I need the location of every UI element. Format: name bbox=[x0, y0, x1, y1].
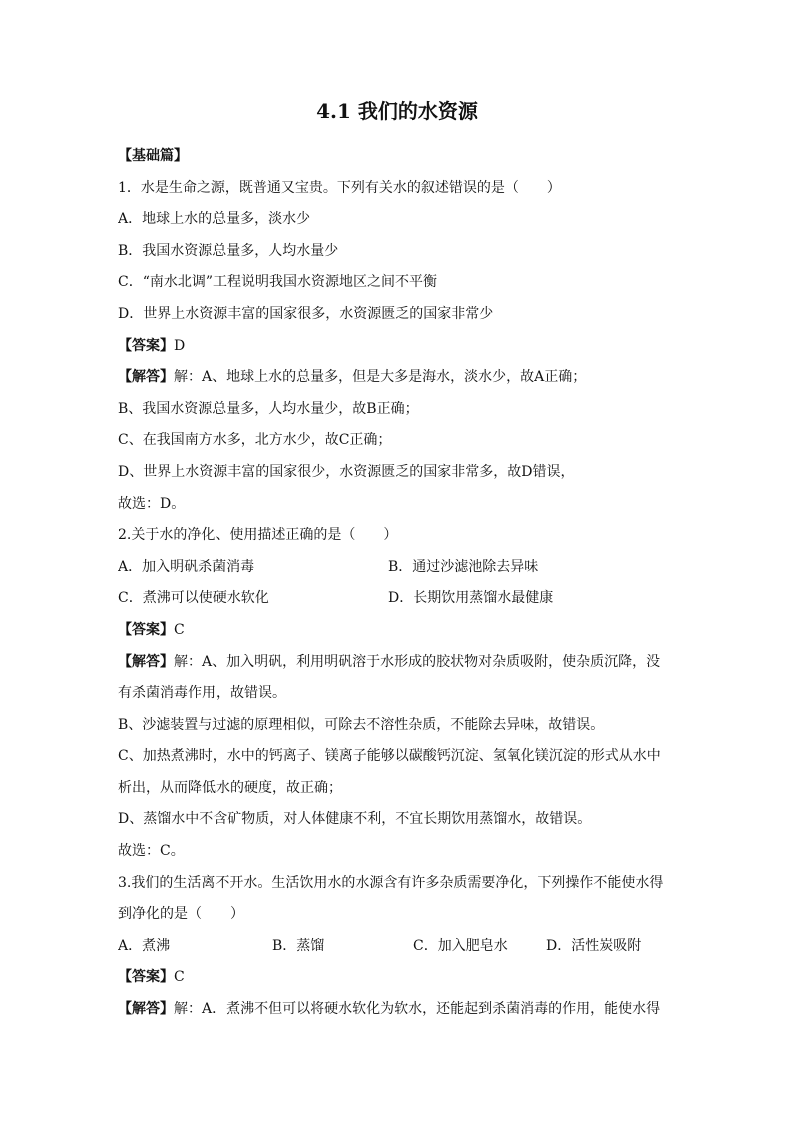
q2-analysis-line: C、加热煮沸时，水中的钙离子、镁离子能够以碳酸钙沉淀、氢氧化镁沉淀的形式从水中 bbox=[118, 748, 661, 765]
q2-answer bbox=[118, 616, 678, 648]
analysis-text: 解：A、加入明矾，利用明矾溶于水形成的胶状物对杂质吸附，使杂质沉降，没 bbox=[174, 653, 661, 670]
answer-value: C bbox=[174, 969, 185, 986]
q1-option-a: A．地球上水的总量多，淡水少 bbox=[118, 211, 311, 228]
q3-stem: 到净化的是（ ） bbox=[118, 906, 244, 923]
q3-option-a: A．煮沸 bbox=[118, 937, 171, 954]
q2-option-a: A．加入明矾杀菌消毒 bbox=[118, 558, 255, 575]
q3-stem: 3.我们的生活离不开水。生活饮用水的水源含有许多杂质需要净化，下列操作不能使水得 bbox=[118, 874, 664, 891]
q2-analysis-line: 有杀菌消毒作用，故错误。 bbox=[118, 685, 286, 702]
q2-option-b: B．通过沙滤池除去异味 bbox=[388, 558, 539, 575]
q1-analysis-line: B、我国水资源总量多，人均水量少，故B正确； bbox=[118, 400, 419, 417]
q2-analysis-line: D、蒸馏水中不含矿物质，对人体健康不利，不宜长期饮用蒸馏水，故错误。 bbox=[118, 811, 592, 828]
q2-options-row bbox=[118, 584, 678, 616]
section-heading: 【基础篇】 bbox=[118, 148, 188, 164]
q1-stem: 1．水是生命之源，既普通又宝贵。下列有关水的叙述错误的是（ ） bbox=[118, 179, 561, 196]
q3-option-c: C．加入肥皂水 bbox=[413, 937, 508, 954]
analysis-tag: 【解答】 bbox=[118, 369, 174, 386]
q2-options-row bbox=[118, 553, 678, 585]
q2-analysis-line: 析出，从而降低水的硬度，故正确； bbox=[118, 779, 342, 796]
q1-option-c: C．“南水北调”工程说明我国水资源地区之间不平衡 bbox=[118, 274, 438, 291]
analysis-text: 解：A．煮沸不但可以将硬水软化为软水，还能起到杀菌消毒的作用，能使水得 bbox=[174, 1001, 661, 1018]
q3-analysis-line bbox=[118, 995, 678, 1027]
q2-option-d: D．长期饮用蒸馏水最健康 bbox=[388, 590, 554, 607]
analysis-tag: 【解答】 bbox=[118, 653, 174, 670]
q1-analysis-line bbox=[118, 363, 678, 395]
analysis-tag: 【解答】 bbox=[118, 1001, 174, 1018]
q2-analysis-line: B、沙滤装置与过滤的原理相似，可除去不溶性杂质，不能除去异味，故错误。 bbox=[118, 716, 605, 733]
q2-option-c: C．煮沸可以使硬水软化 bbox=[118, 590, 269, 607]
q2-analysis-line bbox=[118, 648, 678, 680]
q3-option-d: D．活性炭吸附 bbox=[546, 937, 642, 954]
page-title: 4.1 我们的水资源 bbox=[316, 99, 478, 123]
answer-tag: 【答案】 bbox=[118, 621, 174, 638]
answer-value: C bbox=[174, 621, 185, 638]
answer-tag: 【答案】 bbox=[118, 969, 174, 986]
document-body bbox=[118, 142, 678, 1027]
q1-conclusion: 故选：D。 bbox=[118, 495, 186, 512]
q1-answer bbox=[118, 332, 678, 364]
q3-options-row bbox=[118, 932, 678, 964]
q3-option-b: B．蒸馏 bbox=[272, 937, 325, 954]
answer-tag: 【答案】 bbox=[118, 337, 174, 354]
q2-stem: 2.关于水的净化、使用描述正确的是（ ） bbox=[118, 527, 398, 544]
answer-value: D bbox=[174, 337, 186, 354]
q1-option-b: B．我国水资源总量多，人均水量少 bbox=[118, 242, 339, 259]
q1-option-d: D．世界上水资源丰富的国家很多，水资源匮乏的国家非常少 bbox=[118, 305, 494, 322]
analysis-text: 解：A、地球上水的总量多，但是大多是海水，淡水少，故A正确； bbox=[174, 369, 587, 386]
q1-analysis-line: C、在我国南方水多，北方水少，故C正确； bbox=[118, 432, 392, 449]
q1-analysis-line: D、世界上水资源丰富的国家很少，水资源匮乏的国家非常多，故D错误， bbox=[118, 463, 575, 480]
q3-answer bbox=[118, 963, 678, 995]
q2-conclusion: 故选：C。 bbox=[118, 843, 185, 860]
